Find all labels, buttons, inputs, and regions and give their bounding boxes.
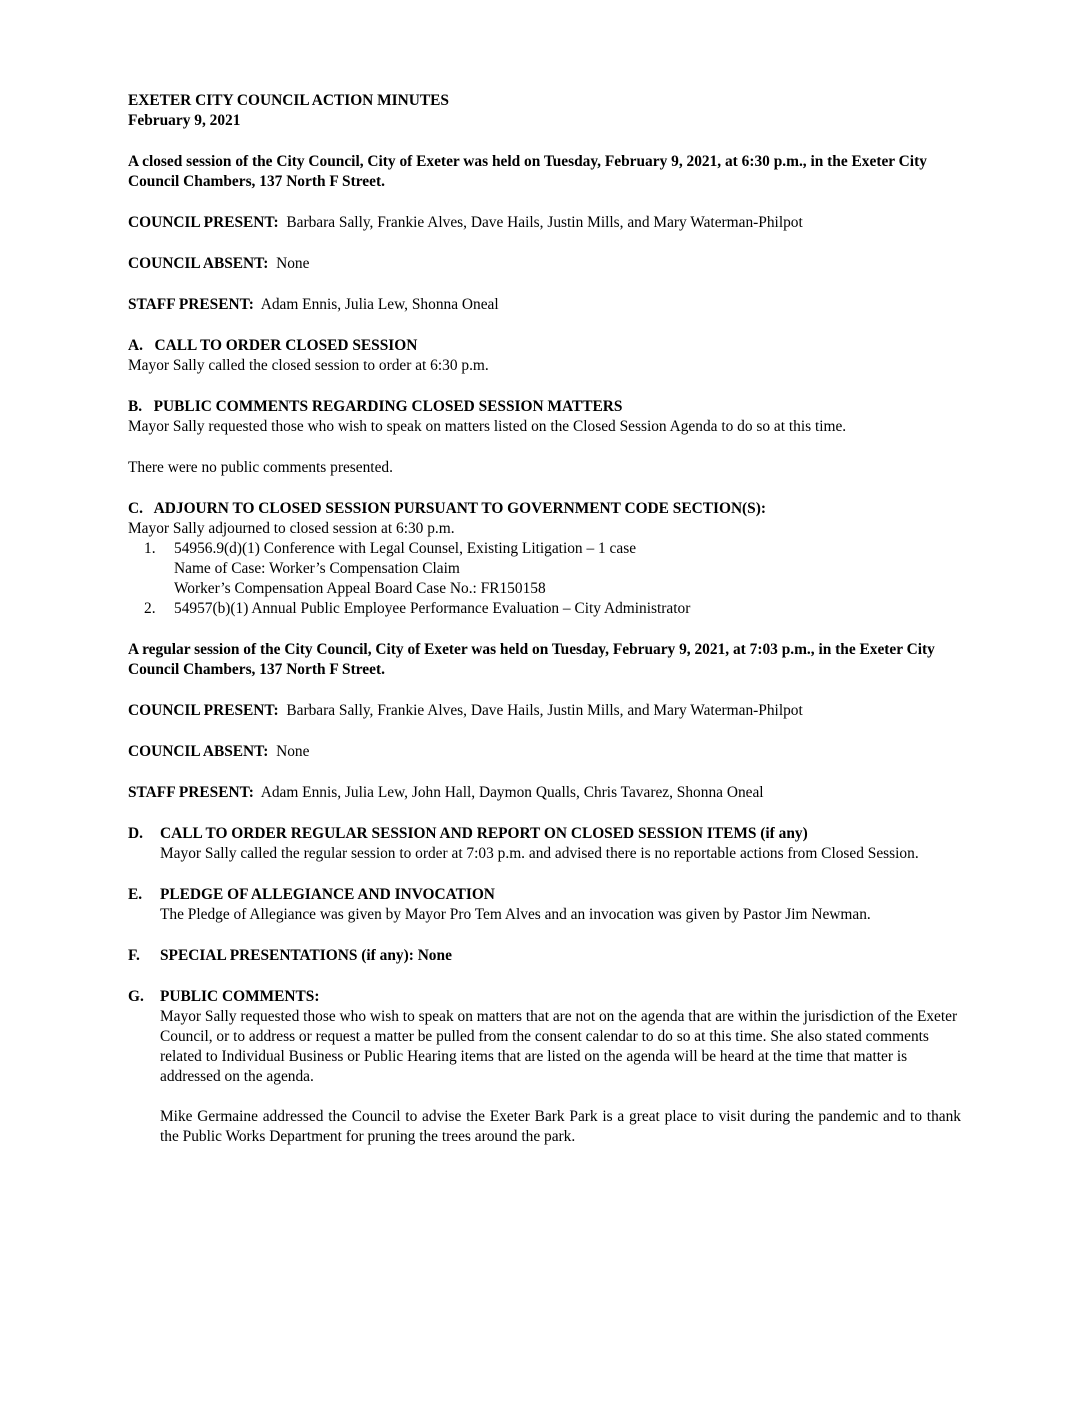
value: Adam Ennis, Julia Lew, Shonna Oneal	[260, 296, 499, 313]
closed-council-absent	[128, 254, 961, 274]
value: Adam Ennis, Julia Lew, John Hall, Daymon Qualls, Chris Tavarez, Shonna Oneal	[260, 784, 764, 801]
section-d-text: Mayor Sally called the regular session to order at 7:03 p.m. and advised there is no reportable actions from Closed Session.	[160, 845, 919, 862]
regular-council-absent	[128, 742, 961, 762]
closed-session-items	[128, 539, 961, 619]
section-d-heading: CALL TO ORDER REGULAR SESSION AND REPORT ON CLOSED SESSION ITEMS (if any)	[160, 825, 808, 842]
label: COUNCIL ABSENT:	[128, 255, 269, 272]
document-title: EXETER CITY COUNCIL ACTION MINUTES	[128, 92, 449, 109]
item-line: Worker’s Compensation Appeal Board Case No.: FR150158	[174, 580, 546, 597]
minutes-document	[128, 91, 961, 1147]
regular-session-intro: A regular session of the City Council, City of Exeter was held on Tuesday, February 9, 2021, at 7:03 p.m., in the Exeter City Council Chambers, 137 North F Street.	[128, 641, 935, 678]
section-b-heading: B. PUBLIC COMMENTS REGARDING CLOSED SESSION MATTERS	[128, 398, 623, 415]
item-number: 2.	[144, 600, 156, 617]
section-letter: E.	[128, 886, 143, 903]
closed-council-present	[128, 213, 961, 233]
list-item	[128, 539, 961, 599]
section-letter: D.	[128, 825, 143, 842]
section-g-text: Mayor Sally requested those who wish to speak on matters that are not on the agenda that are within the jurisdiction of the Exeter Council, or to address or request a matter be pulled from the consent calendar to do so at this time. She also stated comments related to Individual Business or Public Hearing items that are listed on the agenda will be heard at the time that matter is addressed on the agenda.	[160, 1008, 958, 1085]
section-e-text: The Pledge of Allegiance was given by Mayor Pro Tem Alves and an invocation was given by Pastor Jim Newman.	[160, 906, 871, 923]
section-c-heading: C. ADJOURN TO CLOSED SESSION PURSUANT TO GOVERNMENT CODE SECTION(S):	[128, 500, 766, 517]
section-f-heading: SPECIAL PRESENTATIONS (if any): None	[160, 947, 452, 964]
section-e-heading: PLEDGE OF ALLEGIANCE AND INVOCATION	[160, 886, 495, 903]
section-a-text: Mayor Sally called the closed session to order at 6:30 p.m.	[128, 357, 489, 374]
value: Barbara Sally, Frankie Alves, Dave Hails, Justin Mills, and Mary Waterman-Philpot	[286, 702, 803, 719]
label: STAFF PRESENT:	[128, 296, 254, 313]
regular-council-present	[128, 701, 961, 721]
document-date: February 9, 2021	[128, 112, 241, 129]
section-a-heading: A. CALL TO ORDER CLOSED SESSION	[128, 337, 418, 354]
value: None	[276, 255, 310, 272]
item-number: 1.	[144, 540, 156, 557]
value: Barbara Sally, Frankie Alves, Dave Hails, Justin Mills, and Mary Waterman-Philpot	[286, 214, 803, 231]
section-d	[128, 824, 961, 864]
section-f	[128, 946, 961, 966]
item-line: Name of Case: Worker’s Compensation Claim	[174, 560, 460, 577]
value: None	[276, 743, 310, 760]
section-letter: G.	[128, 988, 144, 1005]
section-letter: F.	[128, 947, 140, 964]
item-line: 54957(b)(1) Annual Public Employee Performance Evaluation – City Administrator	[174, 600, 691, 617]
list-item	[128, 599, 961, 619]
closed-session-intro: A closed session of the City Council, City of Exeter was held on Tuesday, February 9, 2021, at 6:30 p.m., in the Exeter City Council Chambers, 137 North F Street.	[128, 153, 927, 190]
section-c-text: Mayor Sally adjourned to closed session at 6:30 p.m.	[128, 520, 455, 537]
label: COUNCIL ABSENT:	[128, 743, 269, 760]
section-g-text2: Mike Germaine addressed the Council to advise the Exeter Bark Park is a great place to visit during the pandemic and to thank the Public Works Department for pruning the trees around the park.	[160, 1108, 961, 1145]
closed-staff-present	[128, 295, 961, 315]
section-g-heading: PUBLIC COMMENTS:	[160, 988, 320, 1005]
section-g	[128, 987, 961, 1147]
label: COUNCIL PRESENT:	[128, 702, 279, 719]
label: COUNCIL PRESENT:	[128, 214, 279, 231]
regular-staff-present	[128, 783, 961, 803]
section-e	[128, 885, 961, 925]
section-b-text: Mayor Sally requested those who wish to speak on matters listed on the Closed Session Agenda to do so at this time.	[128, 418, 847, 435]
label: STAFF PRESENT:	[128, 784, 254, 801]
section-b-text2: There were no public comments presented.	[128, 459, 393, 476]
item-line: 54956.9(d)(1) Conference with Legal Counsel, Existing Litigation – 1 case	[174, 540, 637, 557]
